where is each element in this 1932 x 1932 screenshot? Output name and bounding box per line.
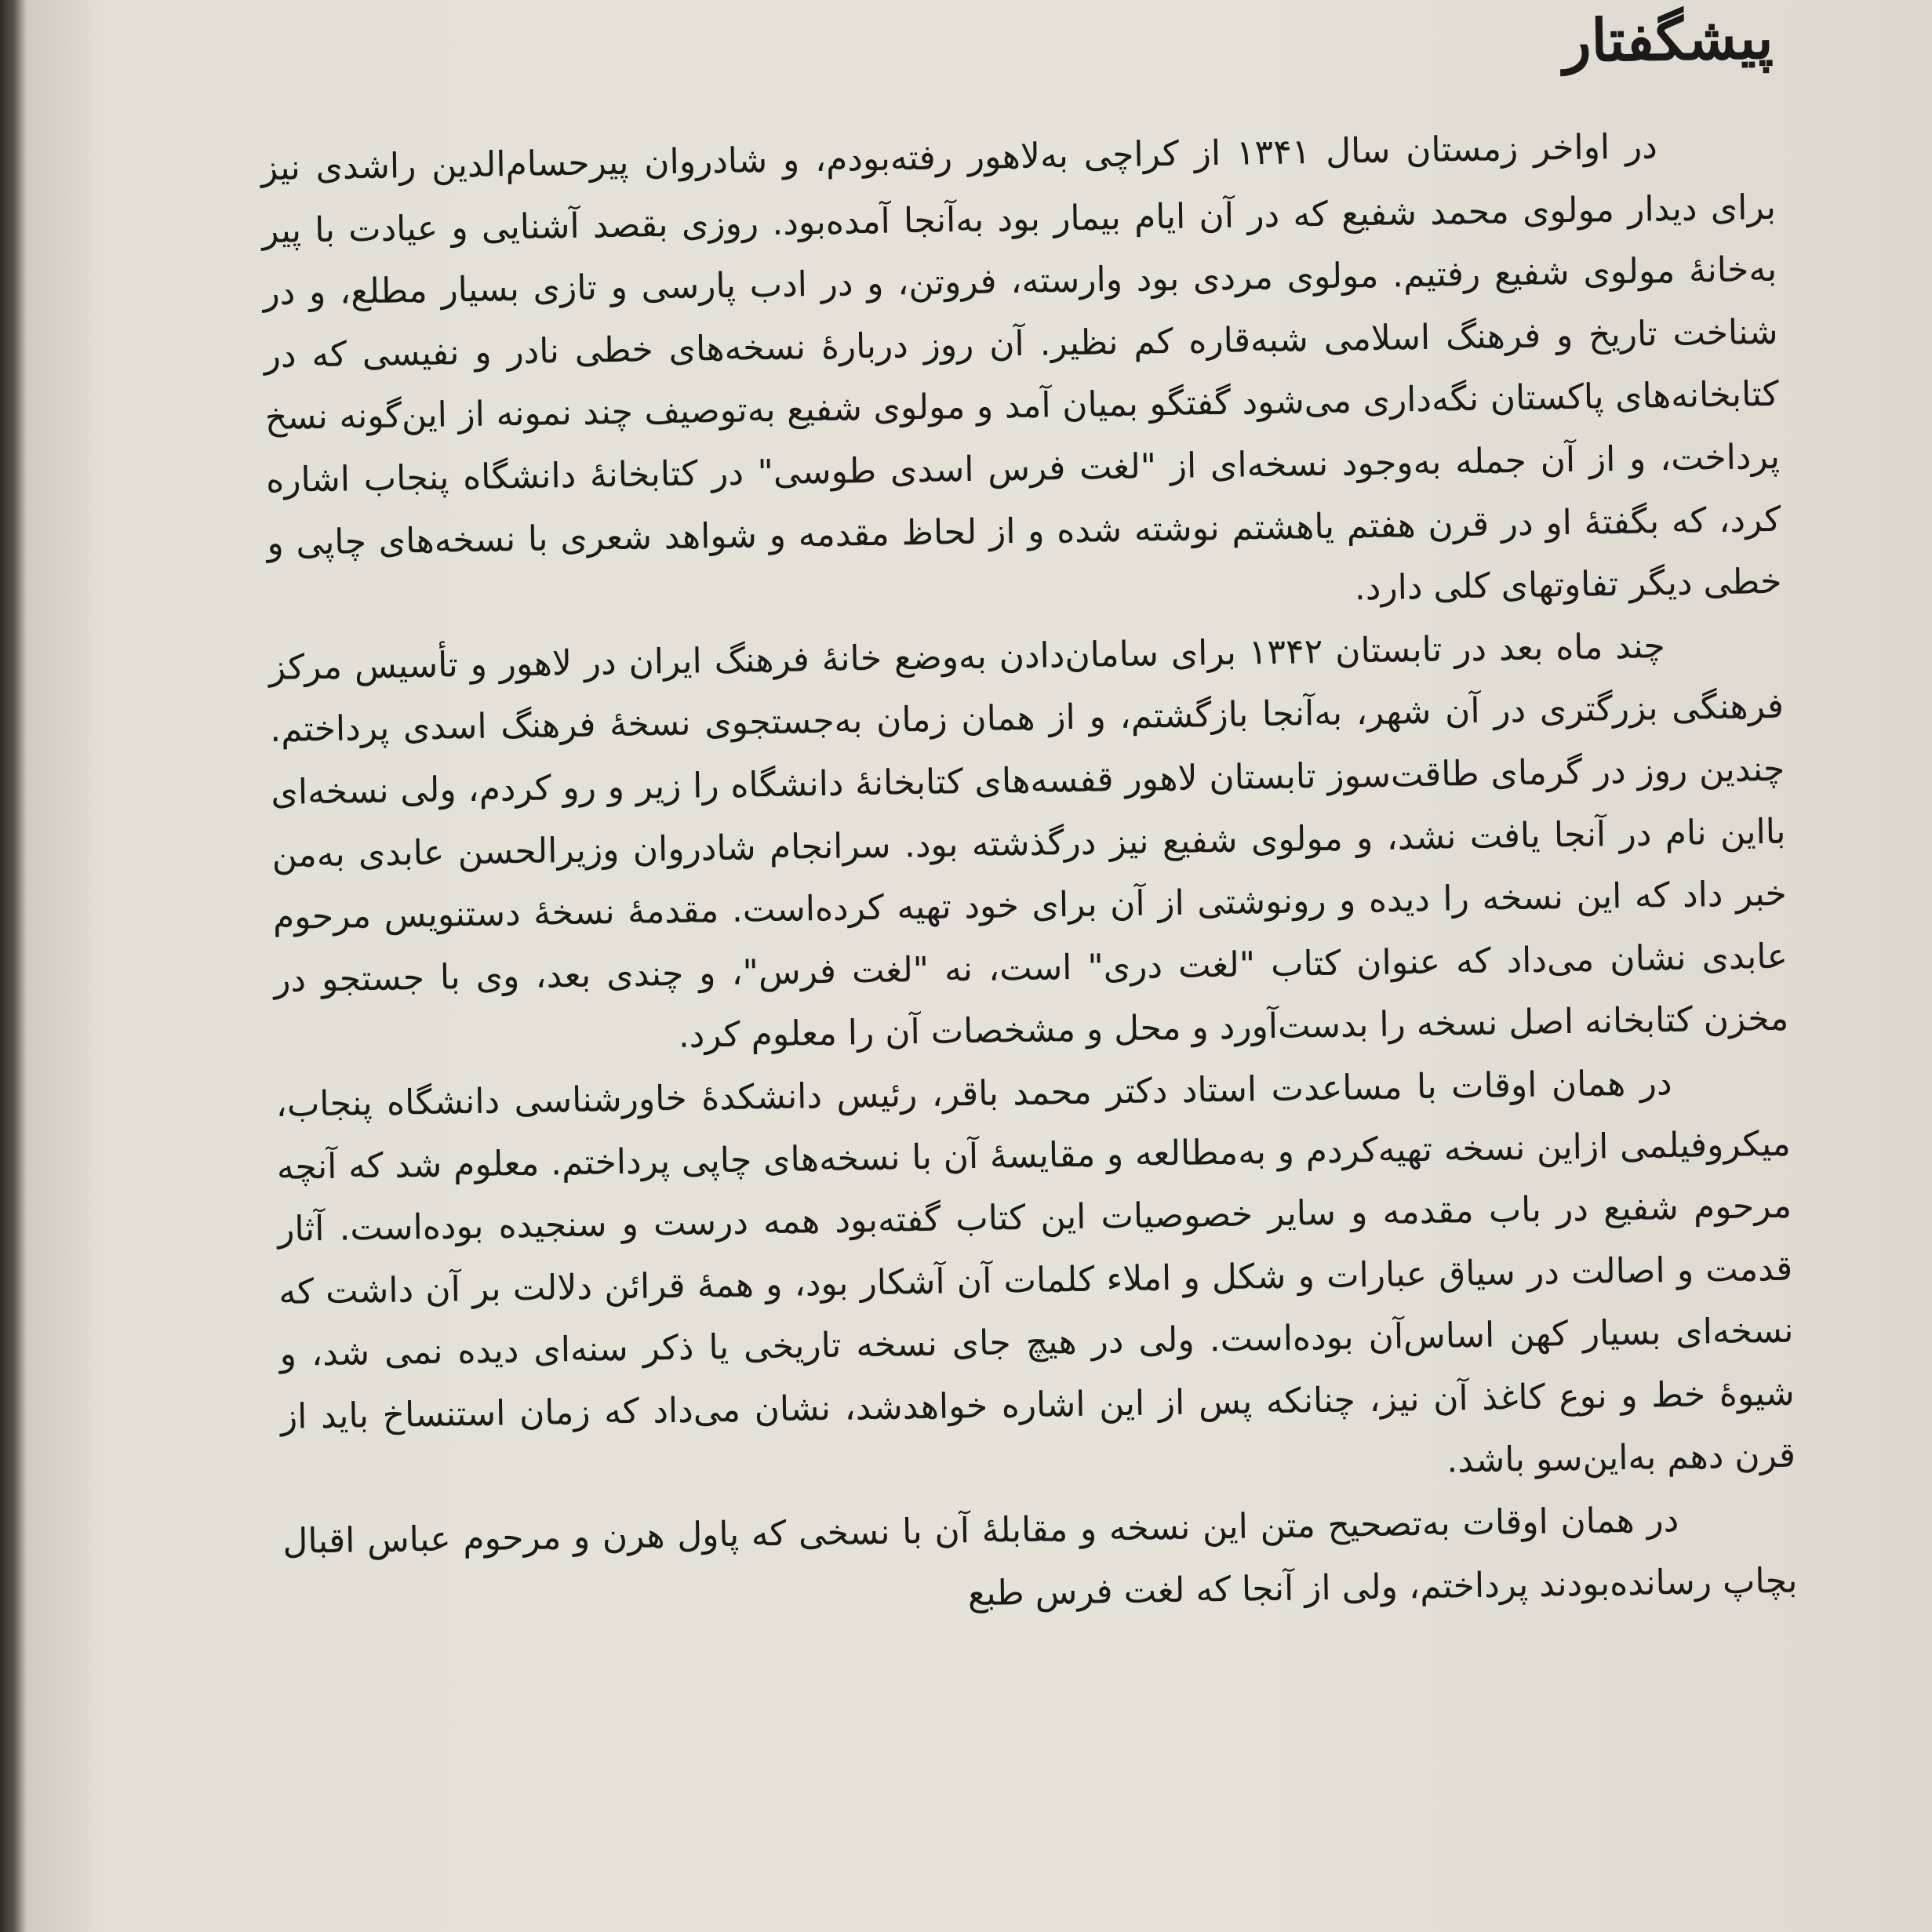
paragraph-2: چند ماه بعد در تابستان ۱۳۴۲ برای سامان‌دادن به‌وضع خانهٔ فرهنگ ایران در لاهور و تأسیس مرکز فرهنگی بزرگتری در آن شهر، به‌آنجا بازگشتم، و از همان زمان به‌جستجوی نسخهٔ فرهنگ اسدی پرداختم. چندین روز در گرمای طاقت‌سوز تابستان لاهور قفسه‌های کتابخانهٔ دانشگاه را زیر و رو کردم، ولی نسخه‌ای بااین نام در آنجا یافت نشد، و مولوی شفیع نیز درگذشته بود. سرانجام شادروان وزیرالحسن عابدی به‌من خبر داد که این نسخه را دیده و رونوشتی از آن برای خود تهیه کرده‌است. مقدمهٔ نسخهٔ دستنویس مرحوم عابدی نشان می‌داد که عنوان کتاب "لغت دری" است، نه "لغت فرس"، و چندی بعد، وی با جستجو در مخزن کتابخانه اصل نسخه را بدست‌آورد و محل و مشخصات آن را معلوم کرد. (268, 625, 1789, 1057)
paragraph-3: در همان اوقات با مساعدت استاد دکتر محمد باقر، رئیس دانشکدهٔ خاورشناسی دانشگاه پنجاب، میکروفیلمی ازاین نسخه تهیه‌کردم و به‌مطالعه و مقایسهٔ آن با نسخه‌های چاپی پرداختم. معلوم شد که آنچه مرحوم شفیع در باب مقدمه و سایر خصوصیات این کتاب گفته‌بود همه درست و سنجیده بوده‌است. آثار قدمت و اصالت در سیاق عبارات و شکل و املاء کلمات آن آشکار بود، و همهٔ قرائن دلالت بر آن داشت که نسخه‌ای بسیار کهن اساس‌آن بوده‌است. ولی در هیچ جای نسخه تاریخی یا ذکر سنه‌ای دیده نمی شد، و شیوهٔ خط و نوع کاغذ آن نیز، چنانکه پس از این اشاره خواهدشد، نشان می‌داد که زمان استنساخ باید از قرن دهم به‌این‌سو باشد. (275, 1062, 1796, 1482)
page-title: پیشگفتار (1563, 4, 1774, 76)
paragraph-4: در همان اوقات به‌تصحیح متن این نسخه و مقابلهٔ آن با نسخی که پاول هرن و مرحوم عباس اقبال بچاپ رسانده‌بودند پرداختم، ولی از آنجا که لغت فرس طبع (282, 1500, 1798, 1614)
book-page (259, 4, 1803, 1932)
paragraph-1: در اواخر زمستان سال ۱۳۴۱ از کراچی به‌لاهور رفته‌بودم، و شادروان پیرحسام‌الدین راشدی نیز برای دیدار مولوی محمد شفیع که در آن ایام بیمار بود به‌آنجا آمده‌بود. روزی بقصد آشنایی و عیادت با پیر به‌خانهٔ مولوی شفیع رفتیم. مولوی مردی بود وارسته، فروتن، و در ادب پارسی و تازی بسیار مطلع، و در شناخت تاریخ و فرهنگ اسلامی شبه‌قاره کم نظیر. آن روز دربارهٔ نسخه‌های خطی نادر و نفیسی که در کتابخانه‌های پاکستان نگه‌داری می‌شود گفتگو بمیان آمد و مولوی شفیع به‌توصیف چند نمونه از این‌گونه نسخ پرداخت، و از آن جمله به‌وجود نسخه‌ای از "لغت فرس اسدی طوسی" در کتابخانهٔ دانشگاه پنجاب اشاره کرد، که بگفتهٔ او در قرن هفتم یاهشتم نوشته شده و از لحاظ مقدمه و شواهد شعری با نسخه‌های چاپی و خطی دیگر تفاوتهای کلی دارد. (260, 126, 1782, 609)
page-body (260, 114, 1798, 1635)
